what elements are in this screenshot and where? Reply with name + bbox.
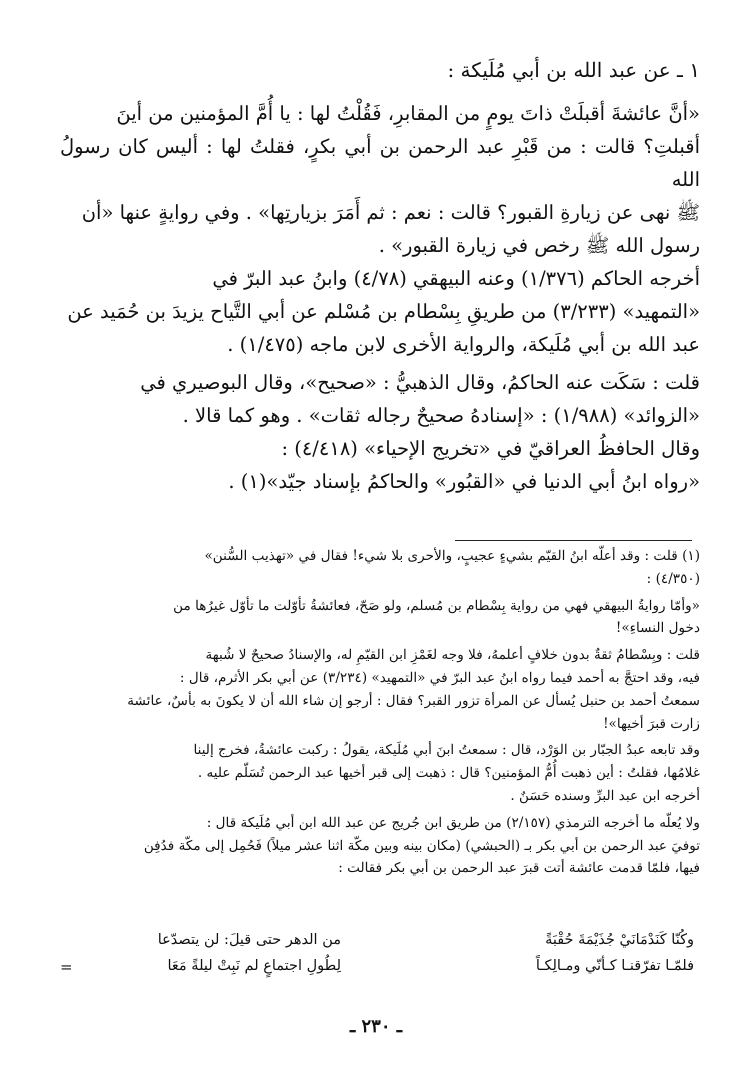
poem-verses [62, 928, 700, 978]
footnote-line: (٤/٣٥٠) : [646, 570, 700, 587]
text-line: عبد الله بن أبي مُلَيكة، والرواية الأخرى لابن ماجه (١/٤٧٥) . [227, 333, 700, 356]
text-line: وقال الحافظُ العراقيّ في «تخريج الإحياء» (٤/٤١٨) : [281, 437, 700, 460]
text-line: «الزوائد» (١/٩٨٨) : «إسنادهُ صحيحٌ رجاله ثقات» . وهو كما قالا . [182, 404, 700, 427]
text-line: أقبلتِ؟ قالت : من قَبْرِ عبد الرحمن بن أبي بكرٍ، فقلتُ لها : أليس كان رسولُ الله [60, 135, 700, 191]
verse-first-hemistich: وكُنّا كَنَدْمَانَيْ جُذَيْمَةَ حُقْبَةً [545, 932, 694, 948]
footnote-line: غلامُها، فقلتُ : أين ذهبت أُمُّ المؤمنين؟ قال : ذهبت إلى قبر أخيها عبد الرحمن تُسَلّم عليه . [197, 765, 700, 782]
footnote-line: وقد تابعه عبدُ الجبّار بن الوَرْد، قال : سمعتُ ابنَ أبي مُلَيكة، يقولُ : ركبت عائشةُ، فخرج إلينا [193, 742, 700, 759]
takhrij-paragraph [60, 262, 700, 361]
footnote-line: زارت قبرَ أخيها»! [603, 715, 700, 732]
text-line: «رواه ابنُ أبي الدنيا في «القبُور» والحاكمُ بإسناد جيّد»(١) . [228, 470, 700, 493]
footnote-line: قلت : وبِسْطامُ ثقةٌ بدون خلافٍ أعلمهُ، فلا وجه لغَمْزِ ابن القيّمِ له، والإسنادُ صحيحٌ لا شُبهة [205, 647, 700, 664]
footnote-line: توفيَ عبد الرحمن بن أبي بكر بـ (الحبشي) (مكان بينه وبين مكّة اثنا عشر ميلاً) فَحُمِل إلى مكّة فدُفِن [143, 837, 700, 854]
footnote-line: سمعتُ أحمد بن حنبل يُسأل عن المرأة تزور القبر؟ فقال : أرجو إن شاء الله أن لا يكونَ به بأسٌ، عائشة [127, 692, 700, 709]
footnote-line: فيها، فلمّا قدمت عائشة أتت قبرَ عبد الرحمن بن أبي بكر فقالت : [338, 860, 700, 877]
verse-second-hemistich: لِطُولِ اجتماعٍ لم نَبِتْ ليلةً مَعَا [167, 958, 341, 974]
text-line: أخرجه الحاكم (١/٣٧٦) وعنه البيهقي (٤/٧٨) وابنُ عبد البرّ في [212, 267, 700, 290]
text-line: قلت : سَكَت عنه الحاكمُ، وقال الذهبيُّ : «صحيح»، وقال البوصيري في [140, 371, 700, 394]
hadith-text [60, 97, 700, 262]
verse-second-hemistich: من الدهر حتى قيلَ: لن يتصدّعا [157, 932, 341, 948]
footnote-line: ولا يُعلّه ما أخرجه الترمذي (٢/١٥٧) من طريق ابن جُريج عن عبد الله ابن أبي مُلَيكة قال : [206, 814, 700, 831]
text-line: رسول الله ﷺ رخص في زيارة القبور» . [378, 234, 700, 257]
footnote-line: فيه، وقد احتجَّ به أحمد فيما رواه ابنُ عبد البرّ في «التمهيد» (٣/٢٣٤) عن أبي بكر الأثرم، قال : [179, 669, 700, 686]
hadith-heading [60, 54, 700, 87]
footnote-line: «وأمّا روايةُ البيهقي فهي من رواية بِسْطام بن مُسلم، ولو صَحّ، فعائشةُ تأوّلت ما تأوّل غيرُها من [173, 597, 700, 614]
footnote-line: (١) قلت : وقد أعلّه ابنُ القيّم بشيءٍ عجيبٍ، والأحرى بلا شيء! فقال في «تهذيب السُّنن» [204, 548, 700, 564]
footnote-divider [455, 540, 692, 541]
text-line: «التمهيد» (٣/٢٣٣) من طريقِ بِسْطام بن مُسْلم عن أبي التَّياح يزيدَ بن حُمَيد عن [67, 300, 700, 323]
heading-line: ١ ـ عن عبد الله بن أبي مُلَيكة : [447, 58, 700, 82]
footnotes [60, 545, 700, 880]
footnote-line: أخرجه ابن عبد البرِّ وسنده حَسَنٌ . [510, 787, 700, 804]
text-line: ﷺ نهى عن زيارةِ القبور؟ قالت : نعم : ثم أَمَرَ بزيارتِها» . وفي روايةٍ عنها «أن [81, 201, 700, 224]
page-number: ـ ٢٣٠ ـ [349, 1016, 403, 1037]
footnote-line: دخول النساءِ»! [615, 620, 700, 637]
commentary-paragraph [60, 366, 700, 498]
continuation-mark: = [60, 958, 73, 976]
text-line: «أنَّ عائشةَ أقبلَتْ ذاتَ يومٍ من المقابرِ، فَقُلْتُ لها : يا أُمَّ المؤمنين من أينَ [116, 102, 700, 125]
verse-first-hemistich: فلمّـا تفرّقنـا كـأنّي ومـالِكـاً [535, 958, 694, 974]
